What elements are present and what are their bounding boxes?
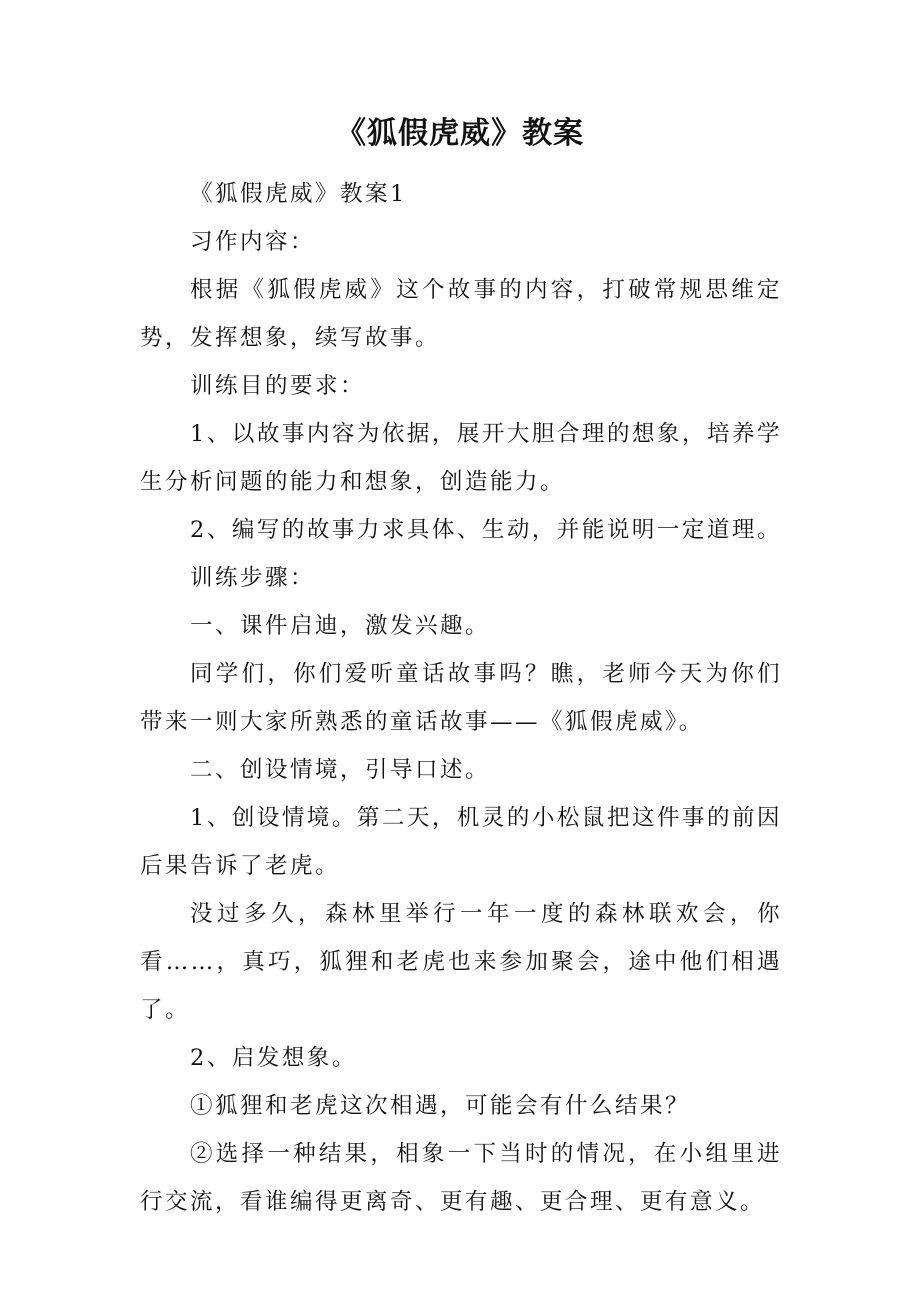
paragraph-training-goals-label: 训练目的要求： (190, 373, 366, 399)
paragraph-forest-party: 没过多久，森林里举行一年一度的森林联欢会，你看……，真巧，狐狸和老虎也来参加聚会，途中他们相遇了。 (140, 901, 782, 1023)
document-body (140, 170, 782, 1226)
paragraph-goal-1: 1、以故事内容为依据，展开大胆合理的想象，培养学生分析问题的能力和想象，创造能力。 (140, 421, 782, 495)
paragraph-lesson-plan-heading: 《狐假虎威》教案1 (190, 181, 407, 207)
document-title: 《狐假虎威》教案 (336, 116, 584, 151)
paragraph-step-1-heading: 一、课件启迪，激发兴趣。 (190, 613, 491, 639)
paragraph-goal-2: 2、编写的故事力求具体、生动，并能说明一定道理。 (190, 517, 782, 543)
paragraph-create-scenario: 1、创设情境。第二天，机灵的小松鼠把这件事的前因后果告诉了老虎。 (140, 805, 782, 879)
paragraph-step-2-heading: 二、创设情境，引导口述。 (190, 757, 491, 783)
paragraph-writing-content: 根据《狐假虎威》这个故事的内容，打破常规思维定势，发挥想象，续写故事。 (140, 277, 782, 351)
paragraph-question-2: ②选择一种结果，相象一下当时的情况，在小组里进行交流，看谁编得更离奇、更有趣、更合理、更有意义。 (140, 1141, 782, 1215)
paragraph-step-1-content: 同学们，你们爱听童话故事吗？瞧，老师今天为你们带来一则大家所熟悉的童话故事——《狐假虎威》。 (140, 661, 782, 735)
paragraph-question-1: ①狐狸和老虎这次相遇，可能会有什么结果？ (190, 1093, 691, 1119)
paragraph-writing-content-label: 习作内容： (190, 229, 316, 255)
paragraph-inspire-imagination: 2、启发想象。 (190, 1045, 357, 1071)
paragraph-training-steps-label: 训练步骤： (190, 565, 316, 591)
